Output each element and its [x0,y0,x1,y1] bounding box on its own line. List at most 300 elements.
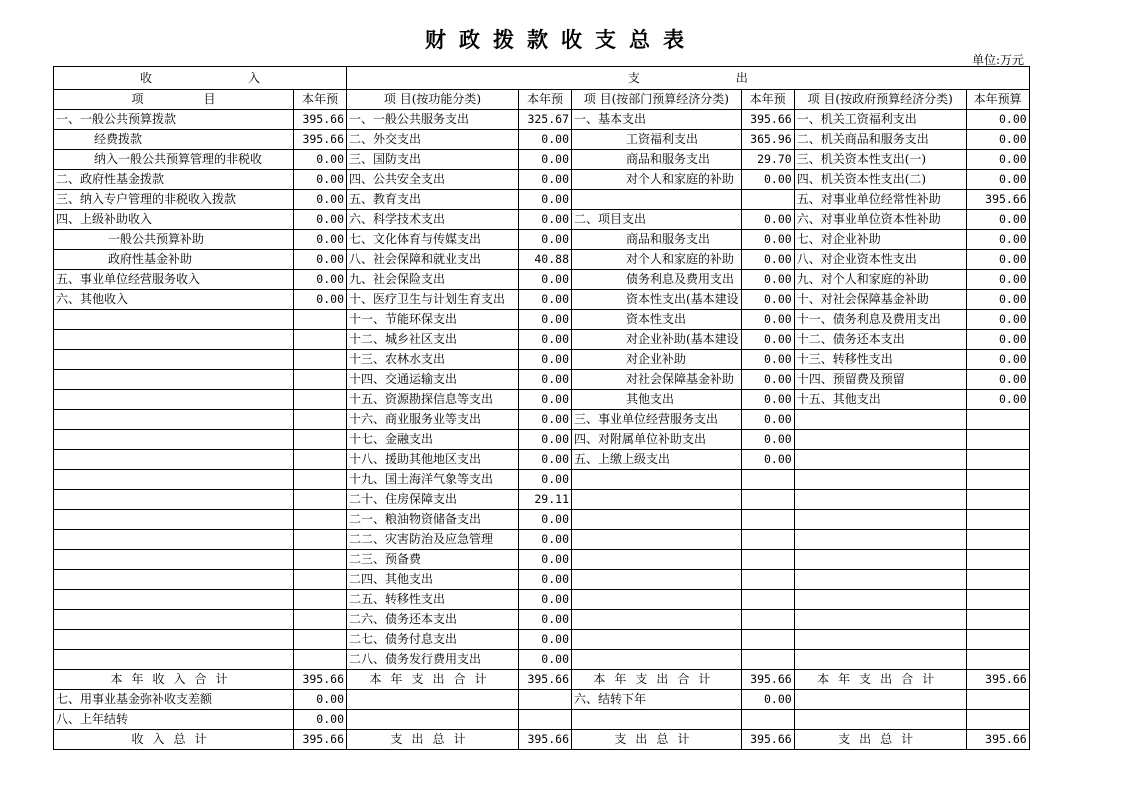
income-item [54,510,294,530]
income-item: 一般公共预算补助 [54,230,294,250]
dept-value [741,590,794,610]
dept-item: 债务利息及费用支出 [572,270,742,290]
func-item: 二三、预备费 [347,550,519,570]
dept-item: 其他支出 [572,390,742,410]
func-value: 0.00 [519,130,572,150]
table-row [54,450,1030,470]
func-total-value: 395.66 [519,670,572,690]
income-item [54,630,294,650]
income-value [294,410,347,430]
income-item [54,350,294,370]
func-value: 0.00 [519,390,572,410]
gov-item: 三、机关资本性支出(一) [794,150,966,170]
income-item [54,370,294,390]
func-value: 0.00 [519,150,572,170]
dept-value: 0.00 [741,290,794,310]
table-row [54,510,1030,530]
table-row [54,210,1030,230]
gov-item [794,450,966,470]
expense-header: 支 出 [347,67,1030,90]
gov-item: 十四、预留费及预留 [794,370,966,390]
table-row [54,350,1030,370]
gov-item [794,630,966,650]
func-value: 0.00 [519,470,572,490]
dept-value: 0.00 [741,690,794,710]
func-value: 0.00 [519,410,572,430]
func-item: 二八、债务发行费用支出 [347,650,519,670]
gov-item: 六、对事业单位资本性补助 [794,210,966,230]
income-item: 五、事业单位经营服务收入 [54,270,294,290]
gov-value: 395.66 [966,190,1029,210]
dept-item [572,510,742,530]
income-grand-value: 395.66 [294,730,347,750]
dept-value: 0.00 [741,250,794,270]
dept-item: 对企业补助 [572,350,742,370]
gov-item [794,490,966,510]
gov-item: 十一、债务利息及费用支出 [794,310,966,330]
income-total-label: 本年收入合计 [54,670,294,690]
table-row [54,490,1030,510]
func-item [347,690,519,710]
table-row [54,410,1030,430]
income-value: 395.66 [294,130,347,150]
gov-item [794,470,966,490]
income-value [294,370,347,390]
income-value: 0.00 [294,270,347,290]
income-item: 三、纳入专户管理的非税收入拨款 [54,190,294,210]
func-item: 二六、债务还本支出 [347,610,519,630]
gov-item-header: 项 目(按政府预算经济分类) [794,90,966,110]
func-value: 0.00 [519,430,572,450]
gov-value [966,650,1029,670]
dept-item: 对个人和家庭的补助 [572,170,742,190]
gov-value [966,530,1029,550]
unit-label: 单位:万元 [971,53,1024,67]
func-item: 八、社会保障和就业支出 [347,250,519,270]
table-row [54,550,1030,570]
func-value: 0.00 [519,330,572,350]
gov-item: 十二、债务还本支出 [794,330,966,350]
dept-item [572,710,742,730]
func-item: 七、文化体育与传媒支出 [347,230,519,250]
income-budget-header: 本年预 [294,90,347,110]
func-item: 十三、农林水支出 [347,350,519,370]
income-grand-label: 收入总计 [54,730,294,750]
dept-value [741,610,794,630]
dept-value: 29.70 [741,150,794,170]
dept-item [572,190,742,210]
func-budget-header: 本年预 [519,90,572,110]
dept-value: 0.00 [741,170,794,190]
dept-grand-value: 395.66 [741,730,794,750]
table-row [54,190,1030,210]
dept-total-value: 395.66 [741,670,794,690]
gov-value: 0.00 [966,210,1029,230]
dept-value: 0.00 [741,210,794,230]
income-item [54,310,294,330]
dept-item: 商品和服务支出 [572,230,742,250]
func-value [519,710,572,730]
header-row-1 [54,67,1030,90]
func-value: 0.00 [519,210,572,230]
gov-value [966,690,1029,710]
dept-item: 六、结转下年 [572,690,742,710]
gov-value [966,630,1029,650]
gov-value: 0.00 [966,370,1029,390]
func-grand-label: 支出总计 [347,730,519,750]
func-value: 0.00 [519,170,572,190]
func-item: 二一、粮油物资储备支出 [347,510,519,530]
table-row [54,130,1030,150]
dept-item [572,650,742,670]
gov-value [966,450,1029,470]
dept-value: 0.00 [741,390,794,410]
func-item: 十、医疗卫生与计划生育支出 [347,290,519,310]
dept-item [572,610,742,630]
table-row [54,370,1030,390]
grand-total-row [54,730,1030,750]
func-value: 40.88 [519,250,572,270]
dept-item: 二、项目支出 [572,210,742,230]
func-value: 0.00 [519,530,572,550]
income-value [294,490,347,510]
income-value [294,610,347,630]
table-row [54,470,1030,490]
func-value: 29.11 [519,490,572,510]
func-value: 325.67 [519,110,572,130]
gov-item: 七、对企业补助 [794,230,966,250]
func-value [519,690,572,710]
gov-total-value: 395.66 [966,670,1029,690]
dept-item [572,590,742,610]
dept-value [741,490,794,510]
gov-value: 0.00 [966,230,1029,250]
income-item: 七、用事业基金弥补收支差额 [54,690,294,710]
dept-value: 0.00 [741,330,794,350]
income-item [54,450,294,470]
func-item: 十五、资源勘探信息等支出 [347,390,519,410]
table-row [54,270,1030,290]
income-item [54,530,294,550]
dept-value: 365.96 [741,130,794,150]
dept-value: 0.00 [741,350,794,370]
func-grand-value: 395.66 [519,730,572,750]
income-item [54,610,294,630]
dept-value [741,190,794,210]
func-item: 九、社会保险支出 [347,270,519,290]
dept-item: 一、基本支出 [572,110,742,130]
func-item: 二四、其他支出 [347,570,519,590]
income-item: 纳入一般公共预算管理的非税收 [54,150,294,170]
gov-value [966,510,1029,530]
dept-value [741,630,794,650]
dept-item: 对社会保障基金补助 [572,370,742,390]
income-item: 六、其他收入 [54,290,294,310]
gov-value: 0.00 [966,390,1029,410]
gov-item: 五、对事业单位经常性补助 [794,190,966,210]
gov-item [794,550,966,570]
income-value: 0.00 [294,210,347,230]
income-value [294,350,347,370]
income-value [294,530,347,550]
income-item [54,390,294,410]
gov-value: 0.00 [966,170,1029,190]
dept-item [572,630,742,650]
income-item: 政府性基金补助 [54,250,294,270]
gov-item: 十三、转移性支出 [794,350,966,370]
gov-item [794,510,966,530]
func-value: 0.00 [519,610,572,630]
gov-item: 十、对社会保障基金补助 [794,290,966,310]
gov-value [966,410,1029,430]
func-value: 0.00 [519,310,572,330]
income-item: 八、上年结转 [54,710,294,730]
table-row [54,390,1030,410]
dept-item-header: 项 目(按部门预算经济分类) [572,90,742,110]
dept-item [572,550,742,570]
func-item: 四、公共安全支出 [347,170,519,190]
table-row [54,650,1030,670]
func-item: 二十、住房保障支出 [347,490,519,510]
table-row [54,290,1030,310]
gov-item: 四、机关资本性支出(二) [794,170,966,190]
income-value: 0.00 [294,250,347,270]
dept-total-label: 本年支出合计 [572,670,742,690]
gov-item [794,410,966,430]
dept-value: 0.00 [741,450,794,470]
income-value [294,330,347,350]
gov-item [794,590,966,610]
gov-value [966,490,1029,510]
gov-value [966,470,1029,490]
func-value: 0.00 [519,570,572,590]
gov-item [794,710,966,730]
dept-item: 商品和服务支出 [572,150,742,170]
income-item [54,490,294,510]
gov-value [966,550,1029,570]
func-value: 0.00 [519,190,572,210]
gov-value: 0.00 [966,110,1029,130]
gov-value [966,710,1029,730]
dept-item: 四、对附属单位补助支出 [572,430,742,450]
func-value: 0.00 [519,650,572,670]
func-item: 十一、节能环保支出 [347,310,519,330]
gov-item: 八、对企业资本性支出 [794,250,966,270]
income-item-header: 项 目 [54,90,294,110]
func-item: 十四、交通运输支出 [347,370,519,390]
dept-item: 五、上缴上级支出 [572,450,742,470]
income-item [54,590,294,610]
func-value: 0.00 [519,630,572,650]
income-value: 395.66 [294,110,347,130]
func-item: 十九、国土海洋气象等支出 [347,470,519,490]
func-item: 二、外交支出 [347,130,519,150]
func-item: 一、一般公共服务支出 [347,110,519,130]
income-value [294,570,347,590]
income-value [294,650,347,670]
gov-item: 一、机关工资福利支出 [794,110,966,130]
income-item: 经费拨款 [54,130,294,150]
func-item: 六、科学技术支出 [347,210,519,230]
table-row [54,430,1030,450]
func-item: 二七、债务付息支出 [347,630,519,650]
income-value [294,450,347,470]
func-item [347,710,519,730]
func-item: 十七、金融支出 [347,430,519,450]
func-item-header: 项 目(按功能分类) [347,90,519,110]
gov-value [966,570,1029,590]
income-value [294,510,347,530]
dept-item [572,470,742,490]
table-row [54,250,1030,270]
income-value [294,590,347,610]
dept-value: 0.00 [741,270,794,290]
dept-budget-header: 本年预 [741,90,794,110]
gov-budget-header: 本年预算 [966,90,1029,110]
func-value: 0.00 [519,590,572,610]
dept-item [572,570,742,590]
gov-value [966,590,1029,610]
func-item: 十八、援助其他地区支出 [347,450,519,470]
budget-table [53,66,1030,750]
table-row [54,610,1030,630]
dept-item: 工资福利支出 [572,130,742,150]
table-row [54,150,1030,170]
gov-value: 0.00 [966,350,1029,370]
header-row-2 [54,90,1030,110]
func-item: 十二、城乡社区支出 [347,330,519,350]
func-value: 0.00 [519,270,572,290]
func-item: 五、教育支出 [347,190,519,210]
table-row [54,110,1030,130]
dept-value: 0.00 [741,430,794,450]
income-value: 0.00 [294,710,347,730]
dept-value [741,650,794,670]
income-value [294,430,347,450]
gov-value [966,430,1029,450]
income-item [54,430,294,450]
income-item [54,330,294,350]
table-row [54,330,1030,350]
income-total-value: 395.66 [294,670,347,690]
func-total-label: 本年支出合计 [347,670,519,690]
func-value: 0.00 [519,450,572,470]
dept-grand-label: 支出总计 [572,730,742,750]
dept-item: 资本性支出 [572,310,742,330]
dept-value [741,570,794,590]
func-value: 0.00 [519,370,572,390]
func-value: 0.00 [519,230,572,250]
table-row [54,170,1030,190]
income-value [294,390,347,410]
dept-item: 资本性支出(基本建设 [572,290,742,310]
income-value: 0.00 [294,170,347,190]
gov-item [794,650,966,670]
gov-item [794,570,966,590]
gov-item [794,610,966,630]
func-item: 三、国防支出 [347,150,519,170]
income-value [294,630,347,650]
func-item: 二五、转移性支出 [347,590,519,610]
dept-item: 对企业补助(基本建设 [572,330,742,350]
gov-item: 九、对个人和家庭的补助 [794,270,966,290]
func-item: 二二、灾害防治及应急管理 [347,530,519,550]
extra-row [54,690,1030,710]
dept-value: 0.00 [741,230,794,250]
income-value: 0.00 [294,230,347,250]
dept-value: 0.00 [741,410,794,430]
table-row [54,590,1030,610]
table-row [54,630,1030,650]
dept-item: 三、事业单位经营服务支出 [572,410,742,430]
gov-item: 二、机关商品和服务支出 [794,130,966,150]
dept-value [741,710,794,730]
income-value [294,550,347,570]
totals-row [54,670,1030,690]
income-item: 一、一般公共预算拨款 [54,110,294,130]
income-item [54,550,294,570]
gov-grand-value: 395.66 [966,730,1029,750]
gov-value [966,610,1029,630]
page-title: 财政拨款收支总表 [425,27,697,52]
income-item [54,470,294,490]
income-value [294,310,347,330]
func-item: 十六、商业服务业等支出 [347,410,519,430]
dept-value [741,470,794,490]
income-value: 0.00 [294,190,347,210]
income-value: 0.00 [294,290,347,310]
gov-value: 0.00 [966,130,1029,150]
income-value: 0.00 [294,150,347,170]
gov-value: 0.00 [966,250,1029,270]
table-row [54,230,1030,250]
dept-item: 对个人和家庭的补助 [572,250,742,270]
func-value: 0.00 [519,290,572,310]
dept-value: 0.00 [741,310,794,330]
dept-value [741,510,794,530]
table-row [54,570,1030,590]
gov-value: 0.00 [966,290,1029,310]
gov-value: 0.00 [966,150,1029,170]
table-row [54,310,1030,330]
income-item: 二、政府性基金拨款 [54,170,294,190]
income-item [54,650,294,670]
table-row [54,530,1030,550]
income-item: 四、上级补助收入 [54,210,294,230]
dept-value: 395.66 [741,110,794,130]
dept-value [741,530,794,550]
gov-item [794,690,966,710]
income-header: 收 入 [54,67,347,90]
gov-total-label: 本年支出合计 [794,670,966,690]
gov-item [794,430,966,450]
income-value: 0.00 [294,690,347,710]
income-item [54,410,294,430]
dept-item [572,490,742,510]
gov-item: 十五、其他支出 [794,390,966,410]
gov-item [794,530,966,550]
gov-value: 0.00 [966,310,1029,330]
func-value: 0.00 [519,550,572,570]
income-value [294,470,347,490]
gov-grand-label: 支出总计 [794,730,966,750]
func-value: 0.00 [519,510,572,530]
extra-row [54,710,1030,730]
dept-value [741,550,794,570]
gov-value: 0.00 [966,270,1029,290]
func-value: 0.00 [519,350,572,370]
gov-value: 0.00 [966,330,1029,350]
